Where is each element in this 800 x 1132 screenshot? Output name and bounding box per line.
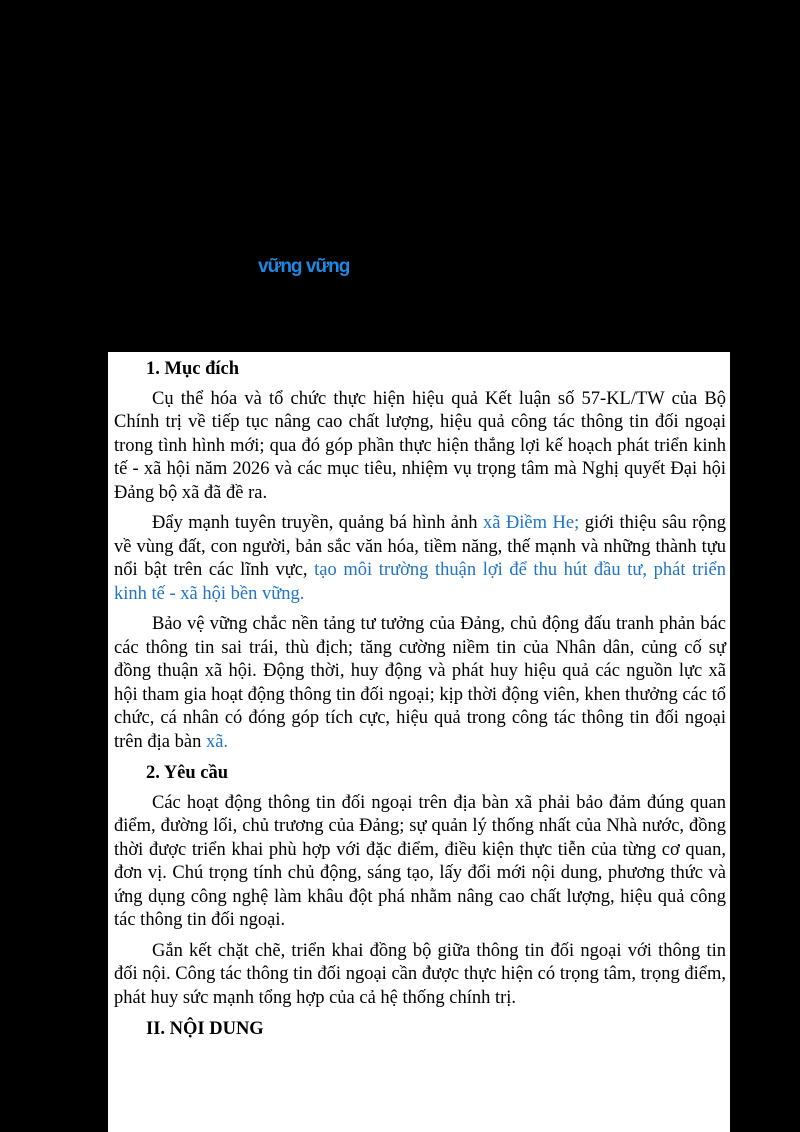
text-run: Đẩy mạnh tuyên truyền, quảng bá hình ảnh bbox=[152, 513, 483, 533]
highlighted-text: xã Điềm He; bbox=[483, 513, 580, 533]
paragraph-purpose-2 bbox=[114, 512, 726, 606]
heading-requirements: 2. Yêu cầu bbox=[146, 763, 229, 783]
highlighted-text: tạo môi trường thuận lợi để thu hút đầu tư, phát triển kinh tế - xã hội bền vững. bbox=[114, 560, 726, 604]
paragraph-purpose-1: Cụ thể hóa và tổ chức thực hiện hiệu quả Kết luận số 57-KL/TW của Bộ Chính trị về tiếp tục nâng cao chất lượng, hiệu quả công tác thông tin đối ngoại trong tình hình mới; qua đó góp phần thực hiện thắng lợi kế hoạch phát triển kinh tế - xã hội năm 2026 và các mục tiêu, nhiệm vụ trọng tâm mà Nghị quyết Đại hội Đảng bộ xã đã đề ra. bbox=[114, 388, 726, 503]
paragraph-requirements-2: Gắn kết chặt chẽ, triển khai đồng bộ giữa thông tin đối ngoại với thông tin đối nội. Công tác thông tin đối ngoại cần được thực hiện có trọng tâm, trọng điểm, phát huy sức mạnh tổng hợp của cả hệ thống chính trị. bbox=[114, 940, 726, 1008]
text-run: Bảo vệ vững chắc nền tảng tư tưởng của Đảng, chủ động đấu tranh phản bác các thông tin sai trái, thù địch; tăng cường niềm tin của Nhân dân, củng cố sự đồng thuận xã hội. Động thời, huy động và phát huy hiệu quả các nguồn lực xã hội tham gia hoạt động thông tin đối ngoại; kịp thời động viên, khen thưởng các tổ chức, cá nhân có đóng góp tích cực, hiệu quả trong công tác thông tin đối ngoại trên địa bàn bbox=[114, 614, 726, 752]
highlighted-text: xã. bbox=[205, 731, 229, 752]
heading-content: II. NỘI DUNG bbox=[146, 1019, 264, 1039]
text-run: giới thiệu sâu rộng về vùng đất, con người, bản sắc văn hóa, tiềm năng, thế mạnh và những thành tựu nổi bật trên các lĩnh vực, bbox=[114, 513, 727, 580]
paragraph-requirements-1: Các hoạt động thông tin đối ngoại trên địa bàn xã phải bảo đảm đúng quan điểm, đường lối, chủ trương của Đảng; sự quản lý thống nhất của Nhà nước, đồng thời được triển khai phù hợp với đặc điểm, điều kiện thực tiễn của từng cơ quan, đơn vị. Chú trọng tính chủ động, sáng tạo, lấy đổi mới nội dung, phương thức và ứng dụng công nghệ làm khâu đột phá nhằm nâng cao chất lượng, hiệu quả công tác thông tin đối ngoại. bbox=[114, 792, 726, 930]
paragraph-purpose-3 bbox=[114, 613, 726, 754]
stray-text-fragment: vững vững bbox=[258, 256, 350, 277]
document-page bbox=[108, 352, 730, 1132]
heading-purpose: 1. Mục đích bbox=[146, 359, 240, 379]
